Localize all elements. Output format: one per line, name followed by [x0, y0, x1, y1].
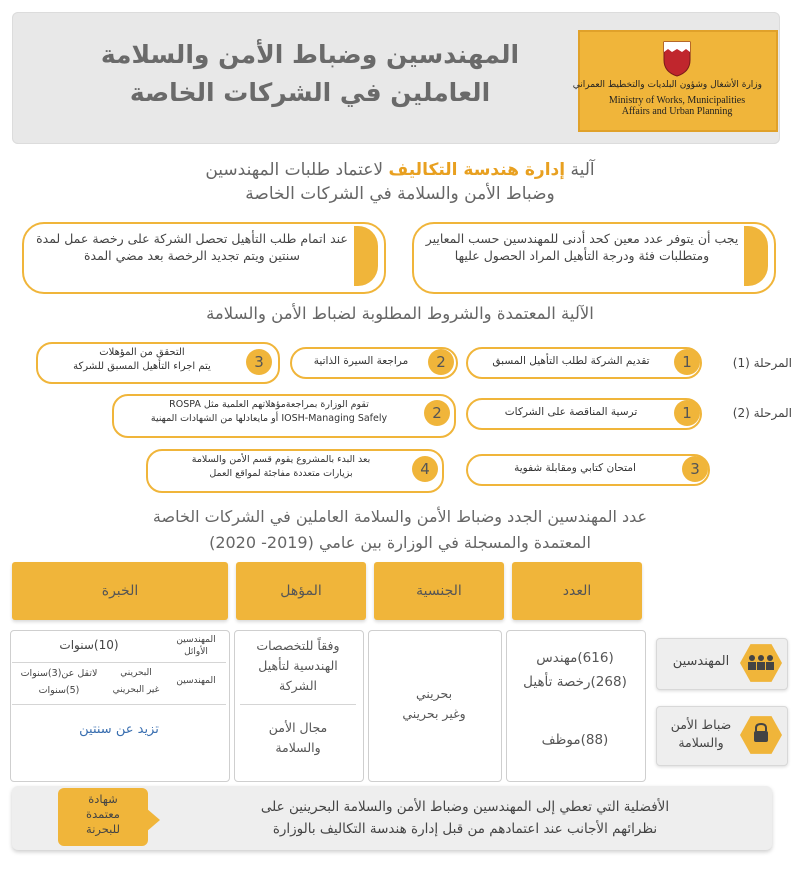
stats-title	[60, 504, 740, 556]
stage1-step-1-number: 1	[674, 349, 700, 375]
stage2-step-1-text: ترسية المناقصة على الشركات	[504, 406, 638, 418]
logo-english-text	[592, 95, 762, 117]
safety-qual-line1: مجال الأمن	[268, 720, 328, 735]
exp-non-bahraini-value: (5)سنوات	[38, 685, 80, 696]
page-title	[60, 36, 560, 112]
footer-line1: الأفضلية التي تعطي إلى المهندسين وضباط الأمن والسلامة البحرينين على	[260, 799, 670, 815]
exp-first-value: (10)سنوات	[59, 638, 119, 652]
logo-english-line1: Ministry of Works, Municipalities	[608, 95, 746, 106]
stage2-step-3-number: 3	[682, 456, 708, 482]
stage2-step-4-text	[154, 453, 408, 481]
stage1-step-3-text	[44, 346, 240, 374]
stage2-step-2-number: 2	[424, 400, 450, 426]
note-left-accent	[354, 226, 378, 286]
nationality-line1: بحريني	[415, 686, 453, 701]
safety-label-line2: والسلامة	[678, 735, 724, 750]
stage1-step-3-line1: التحقق من المؤهلات	[99, 347, 185, 358]
mechanism-subtitle	[150, 158, 650, 206]
stage1-step-1-text: تقديم الشركة لطلب التأهيل المسبق	[492, 355, 650, 367]
stats-title-line1: عدد المهندسين الجدد وضباط الأمن والسلامة العاملين في الشركات الخاصة	[152, 507, 648, 526]
note-right-text: يجب أن يتوفر عدد معين كحد أدنى للمهندسين حسب المعايير ومتطلبات فئة ودرجة التأهيل المراد الحصول عليها	[425, 231, 739, 263]
stage2-step-4-number: 4	[412, 456, 438, 482]
stage-1-label: المرحلة (1)	[732, 356, 792, 370]
safety-qualification	[234, 718, 362, 758]
title-line-2: العاملين في الشركات الخاصة	[129, 78, 491, 107]
cert-line2: معتمدة	[86, 807, 120, 821]
cert-line3: للبحرنة	[86, 822, 120, 836]
lock-icon	[752, 722, 770, 744]
header-count: العدد	[512, 562, 642, 620]
stage2-step-2-line1: تقوم الوزارة بمراجعةمؤهلاتهم العلمية مثل ROSPA	[169, 399, 369, 410]
subtitle-part1: آلية	[565, 160, 595, 180]
header-qualification: المؤهل	[236, 562, 366, 620]
exp-divider-2	[12, 704, 226, 705]
stats-title-line2: المعتمدة والمسجلة في الوزارة بين عامي (2019- 2020)	[209, 533, 591, 552]
subtitle-highlight: إدارة هندسة التكاليف	[388, 160, 566, 180]
stage2-step-1-number: 1	[674, 400, 700, 426]
stage1-step-2-number: 2	[428, 349, 454, 375]
logo-arabic-text: وزارة الأشغال وشؤون البلديات والتخطيط العمراني	[572, 80, 762, 90]
stage1-step-3-line2: يتم اجراء التأهيل المسبق للشركة	[73, 361, 211, 372]
qualification-divider	[240, 704, 356, 705]
stage2-step-2-text	[120, 398, 418, 426]
stage2-step-2-line2: IOSH-Managing Safely أو مايعادلها من الشهادات المهنية	[150, 413, 388, 424]
footer-text	[180, 796, 750, 840]
stage2-step-4-line1: بعد البدء بالمشروع يقوم قسم الأمن والسلامة	[191, 454, 371, 465]
engineers-count-line2: (268)رخصة تأهيل	[523, 674, 627, 690]
certificate-badge	[58, 788, 148, 846]
footer-line2: نظرائهم الأجانب عند اعتمادهم من قبل إدارة هندسة التكاليف بالوزارة	[272, 821, 658, 837]
note-left-text: عند اتمام طلب التأهيل تحصل الشركة على رخصة عمل لمدة سنتين ويتم تجديد الرخصة بعد مضي المدة	[36, 231, 348, 263]
exp-eng-label: المهندسين	[176, 676, 216, 686]
exp-divider-1	[12, 662, 226, 663]
people-icon	[746, 652, 776, 674]
stage1-step-3-number: 3	[246, 349, 272, 375]
engineers-count	[506, 646, 644, 694]
safety-qual-line2: والسلامة	[275, 740, 321, 755]
stage2-step-3-text: امتحان كتابي ومقابلة شفوية	[514, 462, 636, 474]
stage1-step-2-text: مراجعة السيرة الذاتية	[313, 355, 409, 367]
title-line-1: المهندسين وضباط الأمن والسلامة	[100, 40, 520, 69]
header-nationality: الجنسية	[374, 562, 504, 620]
stage2-step-4-line2: بزيارات متعددة مفاجئة لمواقع العمل	[209, 468, 353, 479]
engineers-label: المهندسين	[672, 654, 730, 669]
safety-label-line1: ضباط الأمن	[670, 717, 732, 732]
header-experience: الخبرة	[12, 562, 228, 620]
exp-safety-value: تزيد عن سنتين	[79, 722, 159, 737]
subtitle-part2: لاعتماد طلبات المهندسين	[205, 160, 389, 180]
subtitle-line-1	[150, 158, 650, 182]
nationality-line2: وغير بحريني	[402, 706, 466, 721]
safety-count: (88)موظف	[541, 732, 609, 748]
note-right-accent	[744, 226, 768, 286]
cert-line1: شهادة	[88, 792, 118, 806]
logo-english-line2: Affairs and Urban Planning	[621, 106, 733, 117]
safety-label	[664, 716, 738, 752]
exp-bahraini-value: لاتقل عن(3)سنوات	[20, 668, 98, 679]
exp-first-label: المهندسين الأوائل	[176, 635, 216, 657]
engineers-qualification: وفقاً للتخصصات الهندسية لتأهيل الشركة	[256, 638, 340, 693]
stage-2-label: المرحلة (2)	[732, 406, 792, 420]
emblem-icon	[660, 38, 694, 78]
exp-bahraini-label: البحريني	[120, 668, 152, 678]
mechanism-title: الآلية المعتمدة والشروط المطلوبة لضباط الأمن والسلامة	[206, 304, 594, 323]
exp-non-bahraini-label: غير البحريني	[112, 685, 160, 695]
nationality-text	[368, 684, 500, 724]
engineers-count-line1: (616)مهندس	[536, 650, 614, 666]
subtitle-line-2: وضباط الأمن والسلامة في الشركات الخاصة	[245, 184, 555, 204]
cert-pointer	[146, 808, 160, 832]
